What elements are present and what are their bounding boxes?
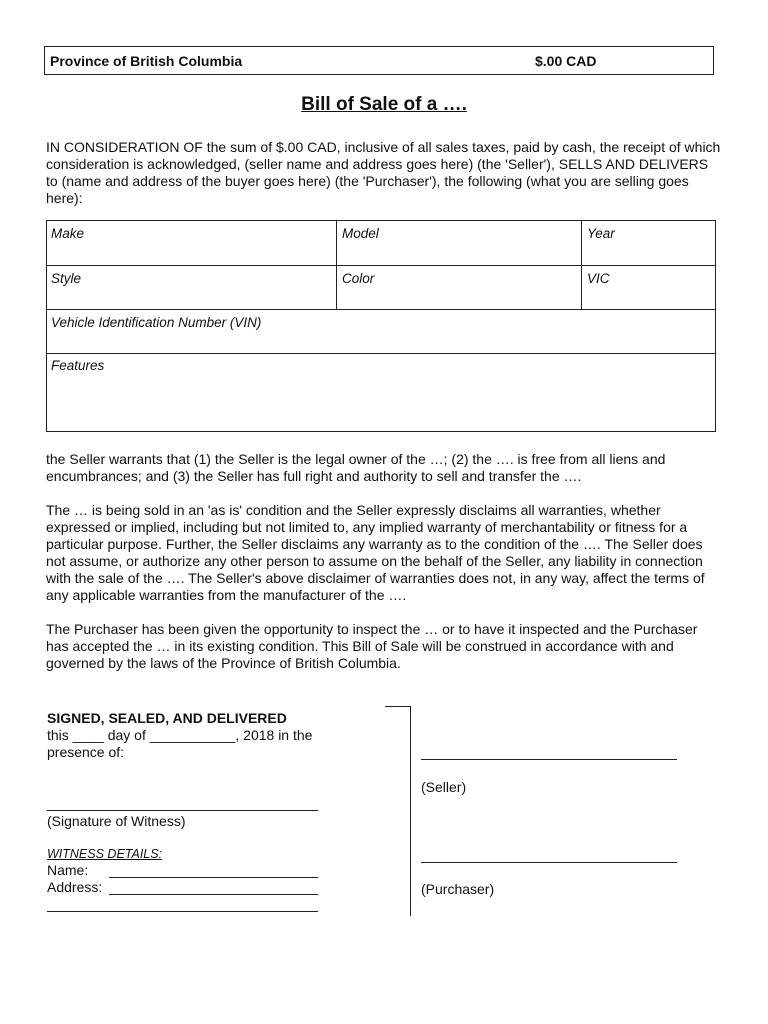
table-divider [47,309,715,310]
table-divider [47,353,715,354]
vehicle-table [46,220,716,432]
witness-signature-line[interactable] [47,810,318,811]
vin-label: Vehicle Identification Number (VIN) [51,315,262,330]
color-label: Color [342,271,375,286]
signature-heading: SIGNED, SEALED, AND DELIVERED [47,710,287,726]
witness-name-line[interactable] [109,877,318,878]
bracket-top [385,706,410,707]
witness-address-label: Address: [47,879,103,895]
make-label: Make [51,226,85,241]
year-label: Year [587,226,615,241]
intro-paragraph: IN CONSIDERATION OF the sum of $.00 CAD, inclusive of all sales taxes, paid by cash, the receipt of which consideration is acknowledged, (seller name and address goes here) (the 'Seller'), SELLS AND DELIVERS to (name and address of the buyer goes here) (the 'Purchaser'), the following (what you are selling goes here): [46,139,721,206]
model-label: Model [342,226,379,241]
seller-signature-line[interactable] [421,759,677,760]
witness-address-line[interactable] [109,894,318,895]
as-is-paragraph: The … is being sold in an 'as is' condition and the Seller expressly disclaims all warranties, whether expressed or implied, including but not limited to, any implied warranty of merchantability or fitness for a particular purpose. Further, the Seller disclaims any warranty as to the condition of the …. The Seller does not assume, or authorize any other person to assume on the behalf of the Seller, any liability in connection with the sale of the …. The Seller's above disclaimer of warranties does not, in any way, affect the terms of any applicable warranties from the manufacturer of the …. [46,502,705,603]
features-label: Features [51,358,105,373]
inspection-paragraph: The Purchaser has been given the opportunity to inspect the … or to have it inspected and the Purchaser has accepted the … in its existing condition. This Bill of Sale will be construed in accordance with and governed by the laws of the Province of British Columbia. [46,621,698,671]
header-box [44,46,714,75]
purchaser-label: (Purchaser) [421,881,495,897]
bracket-vertical [410,706,411,916]
table-divider [47,265,715,266]
province-label: Province of British Columbia [50,53,243,69]
table-divider [336,221,337,309]
style-label: Style [51,271,82,286]
seller-label: (Seller) [421,779,467,795]
witness-address-line-2[interactable] [47,911,318,912]
document-title: Bill of Sale of a …. [301,94,467,115]
table-divider [581,221,582,309]
purchaser-signature-line[interactable] [421,862,677,863]
vic-label: VIC [587,271,610,286]
amount-label: $.00 CAD [535,53,597,69]
witness-signature-label: (Signature of Witness) [47,813,186,829]
warranty-paragraph: the Seller warrants that (1) the Seller is the legal owner of the …; (2) the …. is free from all liens and encumbrances; and (3) the Seller has full right and authority to sell and transfer the …. [46,451,666,484]
witness-details-heading: WITNESS DETAILS: [47,847,163,861]
witness-name-label: Name: [47,862,89,878]
date-line: this ____ day of ___________, 2018 in the presence of: [47,727,313,760]
